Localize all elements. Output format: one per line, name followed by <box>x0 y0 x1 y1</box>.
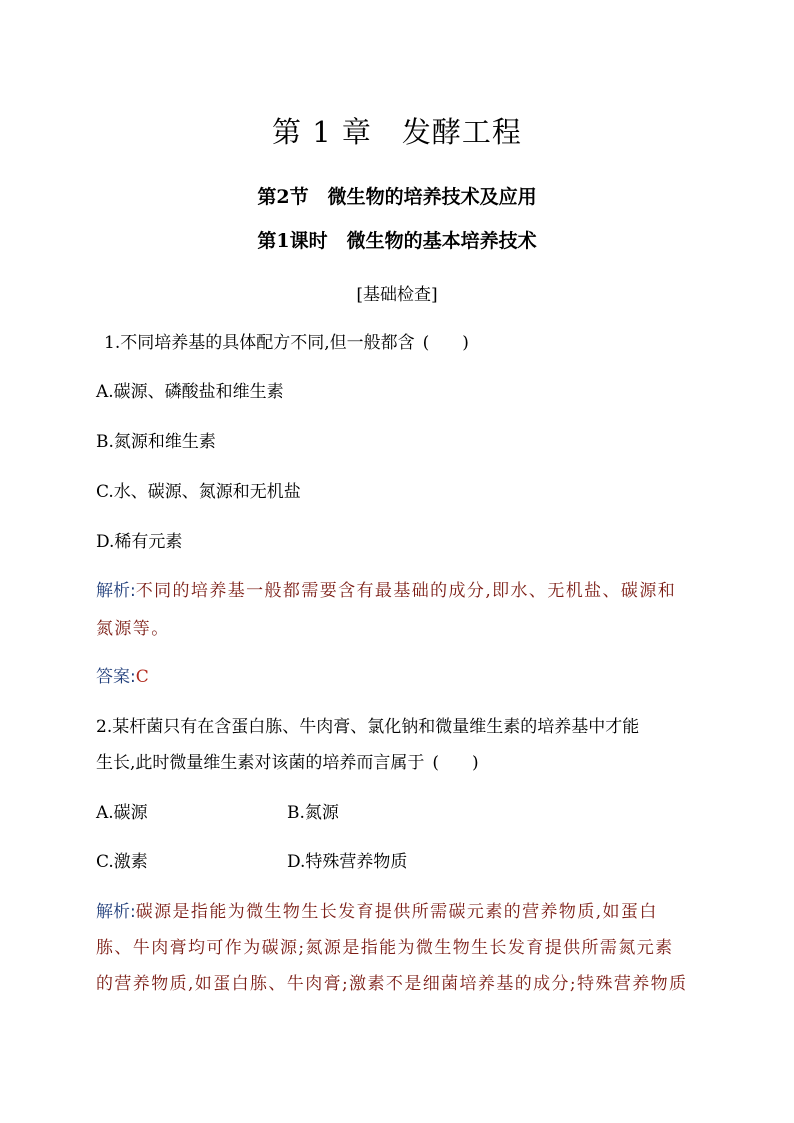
question-2-option-c: C.激素 <box>96 852 148 872</box>
question-text: 某杆菌只有在含蛋白胨、牛肉膏、氯化钠和微量维生素的培养基中才能 <box>112 717 640 737</box>
question-number: 1. <box>104 333 121 353</box>
lesson-title: 第1课时 微生物的基本培养技术 <box>257 230 537 252</box>
question-1-option-a: A.碳源、磷酸盐和维生素 <box>96 382 284 402</box>
analysis-text: 氮源等。 <box>96 619 170 639</box>
question-number: 2. <box>96 717 113 737</box>
analysis-text: 不同的培养基一般都需要含有最基础的成分,即水、无机盐、碳源和 <box>135 581 677 601</box>
category-heading: [基础检查] <box>356 285 438 305</box>
answer-value: C <box>135 667 149 687</box>
section-title: 第2节 微生物的培养技术及应用 <box>257 186 537 208</box>
analysis-text: 胨、牛肉膏均可作为碳源;氮源是指能为微生物生长发育提供所需氮元素 <box>96 938 674 958</box>
question-1-option-c: C.水、碳源、氮源和无机盐 <box>96 482 301 502</box>
analysis-label: 解析: <box>96 902 136 922</box>
question-2-option-d: D.特殊营养物质 <box>287 852 408 872</box>
analysis-text: 碳源是指能为微生物生长发育提供所需碳元素的营养物质,如蛋白 <box>135 902 658 922</box>
question-1-stem <box>104 331 704 355</box>
question-1-analysis-line <box>96 579 696 603</box>
chapter-title: 第 1 章 发酵工程 <box>272 115 522 149</box>
question-2-option-b: B.氮源 <box>287 803 339 823</box>
question-text: 不同培养基的具体配方不同,但一般都含 <box>120 333 415 353</box>
answer-paren: ( ) <box>422 333 477 353</box>
question-1-option-b: B.氮源和维生素 <box>96 432 216 452</box>
question-1-answer <box>96 665 696 689</box>
question-1-option-d: D.稀有元素 <box>96 532 183 552</box>
analysis-text: 的营养物质,如蛋白胨、牛肉膏;激素不是细菌培养基的成分;特殊营养物质 <box>96 974 688 994</box>
answer-paren: ( ) <box>432 753 487 773</box>
question-2-stem <box>96 715 696 739</box>
question-2-analysis-line <box>96 972 696 996</box>
answer-label: 答案: <box>96 667 136 687</box>
question-1-analysis-line <box>96 617 696 641</box>
question-text: 生长,此时微量维生素对该菌的培养而言属于 <box>96 753 425 773</box>
question-2-stem-continued <box>96 751 696 775</box>
analysis-label: 解析: <box>96 581 136 601</box>
question-2-analysis-line <box>96 900 696 924</box>
question-2-option-a: A.碳源 <box>96 803 148 823</box>
question-2-analysis-line <box>96 936 696 960</box>
